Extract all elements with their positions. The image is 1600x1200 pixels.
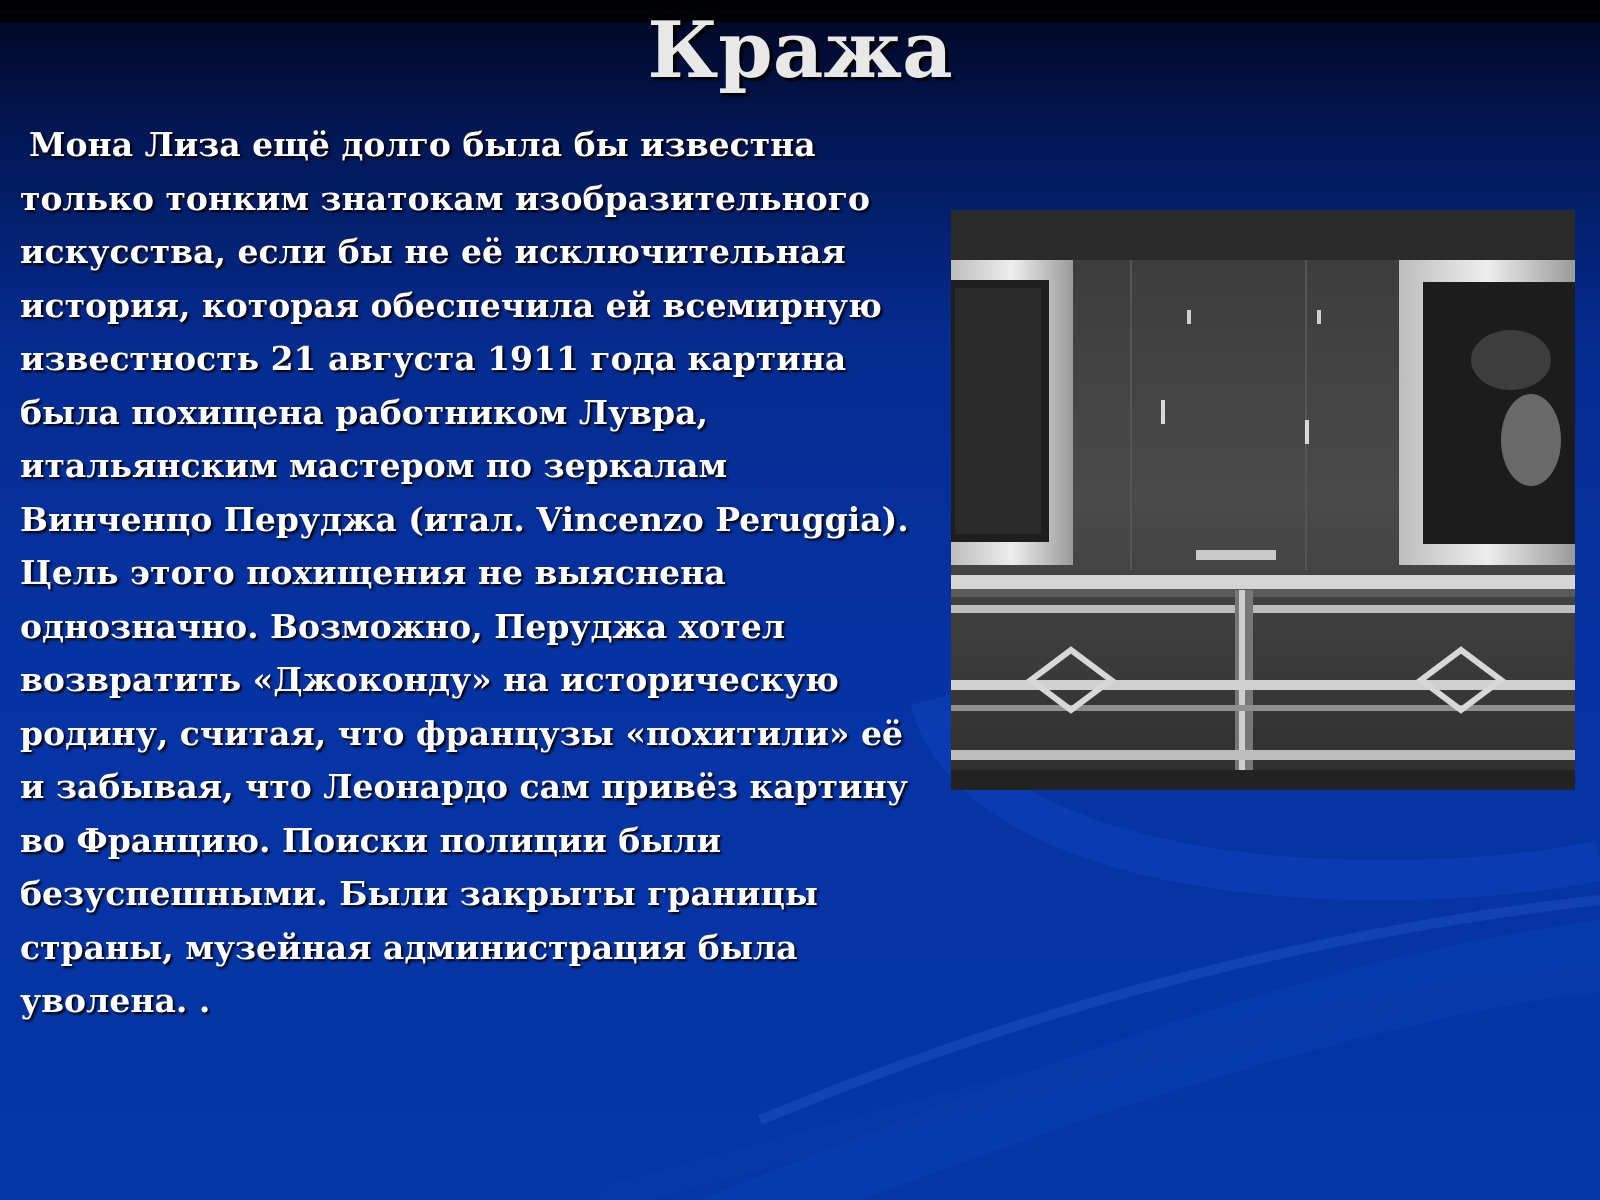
slide-title: Кража [647, 5, 953, 96]
empty-wall-photo-illustration [951, 210, 1575, 790]
slide-body-text: Мона Лиза ещё долго была бы известна только тонким знатокам изобразительного искусства, если бы не её исключительная история, которая обеспечила ей всемирную известность 21 августа 1911 года картина была похищена работником Лувра, итальянским мастером по зеркалам Винченцо Перуджа (итал. Vincenzo Peruggia). Цель этого похищения не выяснена однозначно. Возможно, Перуджа хотел возвратить «Джоконду» на историческую родину, считая, что французы «похитили» её и забывая, что Леонардо сам привёз картину во Францию. Поиски полиции были безуспешными. Были закрыты границы страны, музейная администрация была уволена. . [20, 125, 909, 1020]
empty-wall-photo [951, 210, 1575, 790]
